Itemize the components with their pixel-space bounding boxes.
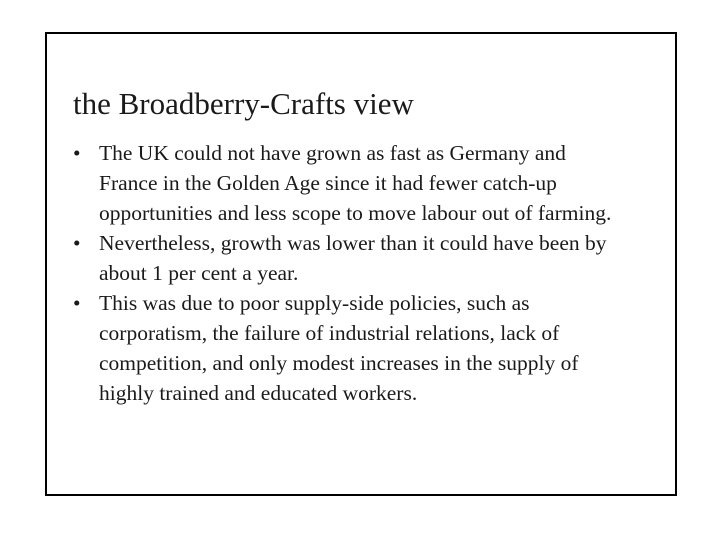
bullet-text: Nevertheless, growth was lower than it could have been by about 1 per cent a year. (99, 231, 607, 285)
bullet-item (73, 228, 663, 288)
bullet-item (73, 288, 663, 408)
bullet-icon: • (73, 141, 81, 165)
bullet-item (73, 138, 663, 228)
slide-title: the Broadberry-Crafts view (73, 86, 414, 121)
bullet-text: This was due to poor supply-side policies, such as corporatism, the failure of industrial relations, lack of competition, and only modest increases in the supply of highly trained and educated workers. (99, 291, 579, 405)
bullet-icon: • (73, 231, 81, 255)
bullet-text: The UK could not have grown as fast as Germany and France in the Golden Age since it had fewer catch-up opportunities and less scope to move labour out of farming. (99, 141, 612, 225)
bullet-list (73, 138, 663, 408)
bullet-icon: • (73, 291, 81, 315)
